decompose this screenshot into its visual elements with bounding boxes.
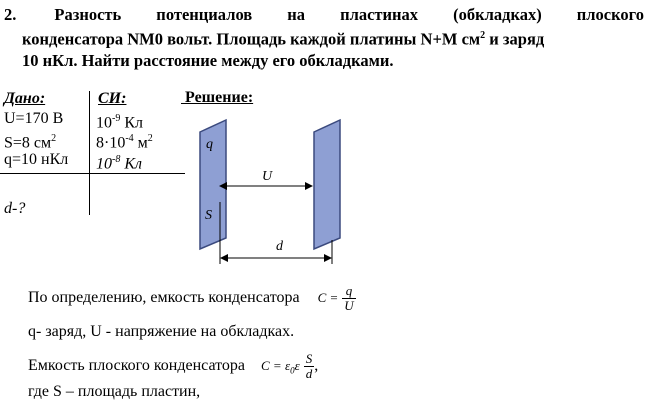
right-plate [314, 120, 340, 249]
given-row-u: U=170 В [4, 110, 64, 127]
si-row-3: $10^{-8}$ Кл [96, 154, 142, 173]
label-s: S [205, 208, 212, 223]
formula-2-fraction: $\frac{S}{d}$ [305, 351, 313, 381]
problem-number: 2. [4, 5, 17, 24]
problem-statement [4, 4, 644, 71]
problem-text-1: Разность потенциалов на пластинах (обкладках) плоского [54, 5, 644, 24]
text-line-2: q- заряд, U - напряжение на обкладках. [28, 323, 295, 340]
table-divider-vertical [89, 91, 90, 215]
text-line-3: Емкость плоского конденсатора $C = \varepsilon_0\varepsilon$ $\frac{S}{d}$ , [28, 351, 319, 381]
given-table [0, 89, 185, 216]
label-d: d [276, 239, 283, 254]
given-row-q: q=10 нКл [4, 151, 69, 168]
problem-text-2b: и заряд [485, 29, 545, 49]
problem-text-2: конденсатора NM0 вольт. Площадь каждой платины N+M см [22, 29, 481, 49]
capacitor-diagram [190, 112, 370, 272]
problem-sup: 2 [480, 30, 486, 41]
left-plate [200, 120, 226, 249]
si-row-2: $8\cdot 10^{-4}$ $м^2$ [96, 133, 153, 152]
problem-line-3: 10 нКл. Найти расстояние между его обкладками. [22, 50, 394, 70]
si-row-1: $10^{-9}$ Кл [96, 113, 143, 132]
formula-2-lhs: $C = \varepsilon_0\varepsilon$ [261, 358, 300, 376]
si-header: СИ: [98, 90, 127, 107]
solution-header: Решение: [181, 89, 254, 106]
problem-line-1 [4, 4, 644, 25]
table-divider-horizontal [0, 173, 185, 174]
text-line-4: где S – площадь пластин, [28, 383, 201, 400]
given-find: d-? [4, 200, 26, 217]
problem-line-2 [4, 25, 644, 50]
formula-1-lhs: C = [317, 290, 339, 306]
label-q: q [206, 137, 213, 152]
label-u: U [262, 169, 273, 184]
formula-1-fraction: $\frac{q}{U}$ [344, 283, 354, 313]
given-header: Дано: [4, 90, 46, 107]
given-row-s: S=8 $см^2$ [4, 133, 57, 152]
text-line-1: По определению, емкость конденсатора C = $\frac{q}{U}$ [28, 283, 354, 313]
